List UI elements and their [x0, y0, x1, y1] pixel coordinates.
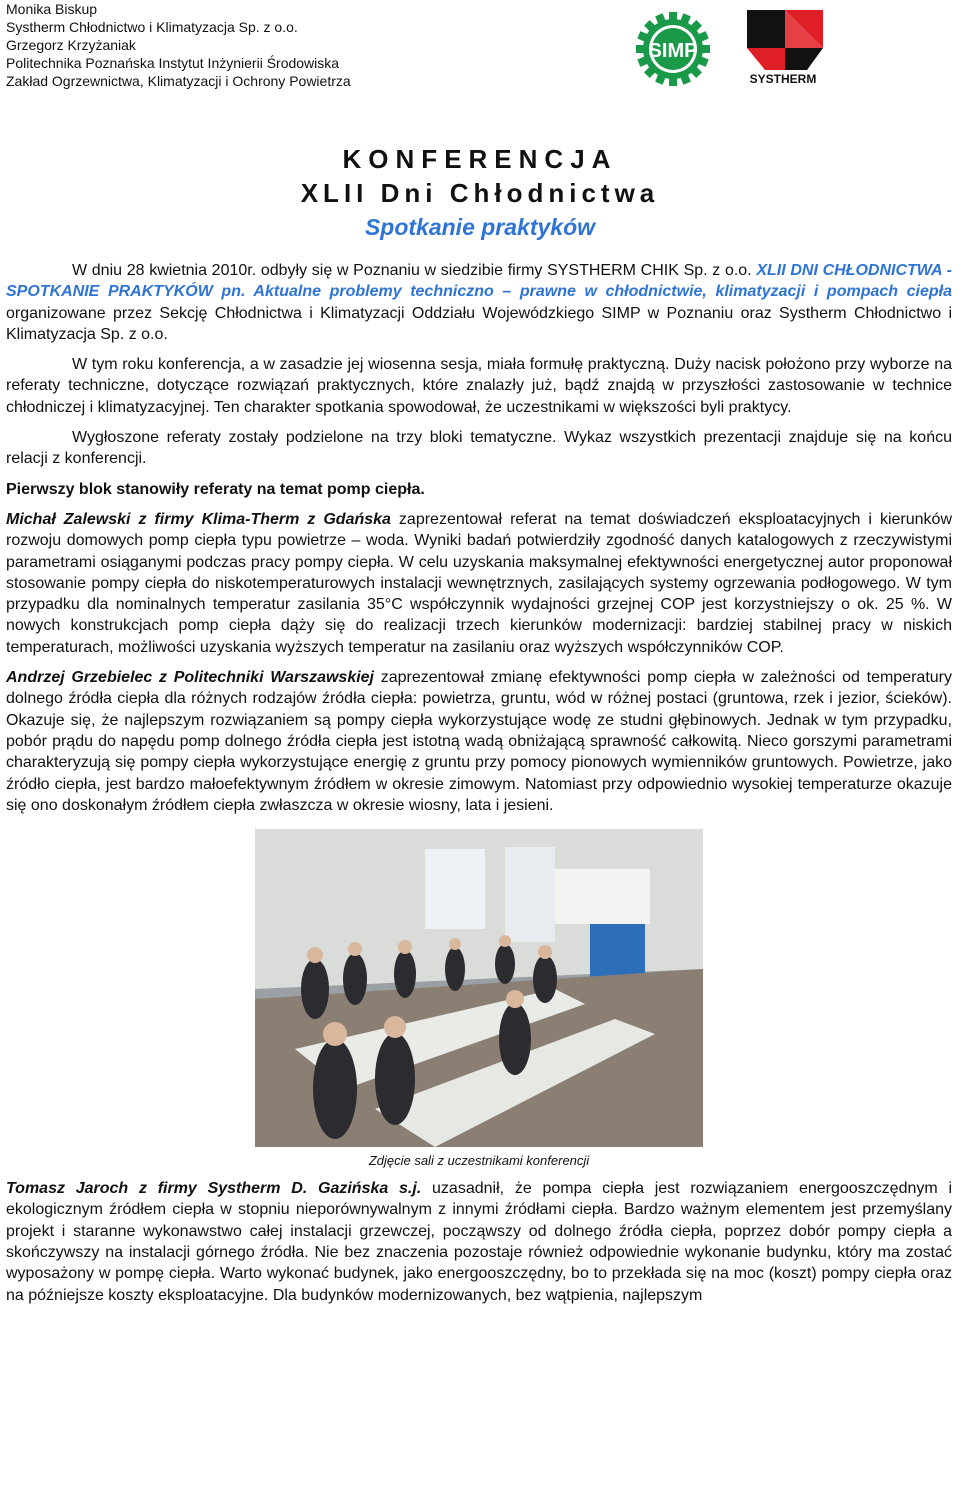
title-subtitle: Spotkanie praktyków: [364, 214, 596, 240]
intro-text: W dniu 28 kwietnia 2010r. odbyły się w Poznaniu w siedzibie firmy SYSTHERM CHIK Sp. z o.o.: [72, 262, 752, 279]
intro-paragraph: [6, 260, 952, 345]
systherm-logo-text: SYSTHERM: [749, 72, 817, 86]
talk-text-2: zaprezentował zmianę efektywności pomp ciepła w zależności od temperatury dolnego źródła ciepła dla różnych rodzajów źródła ciepła: powietrza, gruntu, wód w różnej postaci (gruntowa, rzek i jezior, ścieków). Okazuje się, że najlepszym rozwiązaniem są pompy ciepła wykorzystujące wodę ze studni głębinowych. Jednak w tym przypadku, pobór prądu do napędu pomp dolnego źródła ciepła jest istotną wadą obniżającą sprawność całkowitą. Nieco gorszymi parametrami charakteryzują się pompy ciepła wykorzystujące energię z gruntu przy pomocy pionowych wymienników gruntowych. Powietrze, jako źródło ciepła, jest bardzo małoefektywnym źródłem w okresie zimowym. Natomiast przy odpowiednio wysokiej temperaturze okazuje się ono doskonałym źródłem ciepła zwłaszcza w okresie wiosny, lata i jesieni.: [6, 669, 952, 814]
author-affiliation-2: Politechnika Poznańska Instytut Inżynierii Środowiska: [6, 55, 340, 71]
conference-title: [0, 142, 960, 244]
author-name-1: Monika Biskup: [6, 1, 98, 17]
talk-speaker-1: Michał Zalewski z firmy Klima-Therm z Gdańska: [6, 510, 391, 528]
author-block: [6, 0, 351, 90]
first-block-heading: Pierwszy blok stanowiły referaty na temat pomp ciepła.: [6, 480, 425, 498]
systherm-logo-icon: [745, 8, 827, 88]
simp-logo-text: SIMP: [648, 40, 698, 62]
talk-paragraph-2: [6, 667, 952, 816]
author-name-2: Grzegorz Krzyżaniak: [6, 37, 136, 53]
simp-logo-icon: [636, 12, 710, 86]
title-line-2: XLII Dni Chłodnictwa: [300, 178, 660, 208]
talk-text-3: uzasadnił, że pompa ciepła jest rozwiązaniem energooszczędnym i ekologicznym źródłem ciepła w stopniu nieporównywalnym z innymi źródłami ciepła. Bardzo ważnym elementem jest przemyślany projekt i staranne wykonawstwo całej instalacji grzewczej, począwszy od dolnego źródła ciepła, poprzez dobór pompy ciepła a skończywszy na instalacji górnego źródła. Nie bez znaczenia pozostaje również odpowiednie wykonanie budynku, który ma zostać wyposażony w pompę ciepła. Warto wykonać budynek, jako energooszczędny, bo to przekłada się na moc (koszt) pompy ciepła oraz na późniejsze koszty eksploatacyjne. Dla budynków modernizowanych, bez wątpienia, najlepszym: [6, 1180, 952, 1304]
article-body: [6, 260, 952, 1315]
conference-room-photo: [255, 829, 703, 1147]
intro-event-name: XLII DNI CHŁODNICTWA - SPOTKANIE PRAKTYKÓW pn. Aktualne problemy techniczno – prawne w chłodnictwie, klimatyzacji i pompach ciepła: [6, 262, 952, 301]
intro-organizers: organizowane przez Sekcję Chłodnictwa i Klimatyzacji Oddziału Wojewódzkiego SIMP w Poznaniu oraz Systherm Chłodnictwo i Klimatyzacja Sp. z o.o.: [6, 304, 952, 343]
talk-paragraph-1: [6, 509, 952, 658]
author-affiliation-1: Systherm Chłodnictwo i Klimatyzacja Sp. z o.o.: [6, 19, 298, 35]
photo-caption: Zdjęcie sali z uczestnikami konferencji: [368, 1153, 590, 1169]
talk-text-1: zaprezentował referat na temat doświadczeń eksploatacyjnych i kierunków rozwoju domowych pomp ciepła typu powietrze – woda. Wyniki badań potwierdziły zgodność danych katalogowych z rzeczywistymi parametrami osiąganymi podczas pracy pompy ciepła. W celu uzyskania maksymalnej efektywności energetycznej autor proponował stosowanie pompy ciepła do niskotemperaturowych instalacji wewnętrznych, zasilających systemy ogrzewania podłogowego. W tym przypadku dla nominalnych temperatur zasilania 35°C współczynnik wydajności grzejnej COP jest korzystniejszy o ok. 25 %. W nowych konstrukcjach pomp ciepła dąży się do realizacji trzech kierunków modernizacji: bardziej stabilnej pracy w niskich temperaturach, możliwości uzyskania wyższych temperatur na zasilaniu oraz wyższych współczynników COP.: [6, 510, 953, 656]
blocks-paragraph: Wygłoszone referaty zostały podzielone na trzy bloki tematyczne. Wykaz wszystkich prezentacji znajduje się na końcu relacji z konferencji.: [6, 429, 952, 468]
talk-speaker-2: Andrzej Grzebielec z Politechniki Warszawskiej: [6, 669, 375, 687]
author-department-2: Zakład Ogrzewnictwa, Klimatyzacji i Ochrony Powietrza: [6, 73, 351, 89]
talk-paragraph-3: [6, 1178, 952, 1306]
talk-speaker-3: Tomasz Jaroch z firmy Systherm D. Gazińska s.j.: [6, 1180, 422, 1198]
format-paragraph: W tym roku konferencja, a w zasadzie jej wiosenna sesja, miała formułę praktyczną. Duży nacisk położono przy wyborze na referaty techniczne, dotyczące rozwiązań praktycznych, które znalazły już, bądź znajdą w przyszłości zastosowanie w technice chłodniczej i klimatyzacyjnej. Ten charakter spotkania spowodował, że uczestnikami w większości byli praktycy.: [6, 356, 952, 416]
title-line-1: KONFERENCJA: [342, 144, 618, 174]
